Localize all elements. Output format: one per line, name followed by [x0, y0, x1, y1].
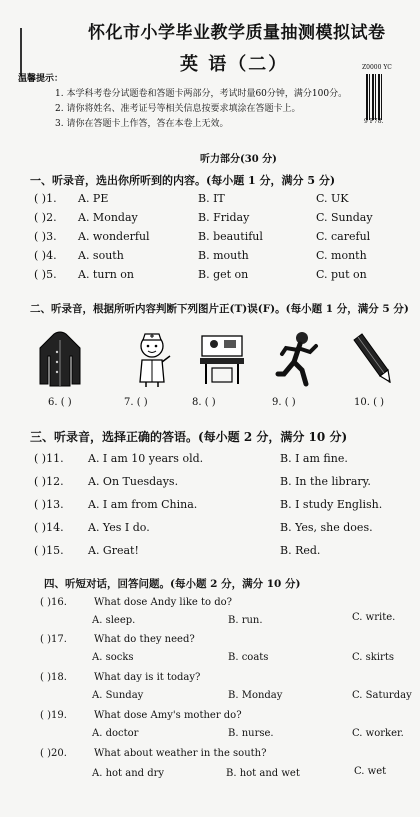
q5-option-c: C. put on [316, 268, 367, 281]
section2-title: 二、听录音，根据所听内容判断下列图片正(T)误(F)。(每小题 1 分，满分 5 分) [30, 303, 409, 315]
q12-number: ( )12. [34, 475, 64, 488]
q15-option-b: B. Red. [280, 544, 321, 557]
q17-question: What do they need? [94, 634, 195, 645]
q20-option-a: A. hot and dry [92, 768, 165, 779]
q18-option-c: C. Saturday [352, 690, 412, 701]
q5-option-a: A. turn on [78, 268, 134, 281]
q20-option-c: C. wet [354, 766, 387, 777]
q1-option-c: C. UK [316, 192, 349, 205]
pic6-label: 6. ( ) [48, 397, 72, 408]
section3-title: 三、听录音，选择正确的答语。(每小题 2 分，满分 10 分) [30, 430, 348, 444]
tips-label: 温馨提示： [18, 74, 64, 84]
q16-number: ( )16. [40, 597, 67, 608]
q16-question: What dose Andy like to do? [94, 597, 232, 608]
q19-option-c: C. worker. [352, 728, 404, 739]
q5-number: ( )5. [34, 268, 57, 281]
q4-option-c: C. month [316, 249, 367, 262]
q18-number: ( )18. [40, 672, 67, 683]
q5-option-b: B. get on [198, 268, 249, 281]
q2-number: ( )2. [34, 211, 57, 224]
q13-option-a: A. I am from China. [88, 498, 198, 511]
q15-number: ( )15. [34, 544, 64, 557]
q2-option-a: A. Monday [78, 211, 138, 224]
q17-option-c: C. skirts [352, 652, 394, 663]
q17-number: ( )17. [40, 634, 67, 645]
doctor-icon [128, 330, 176, 388]
tip-item: 1. 本学科考卷分试题卷和答题卡两部分，考试时量60分钟，满分100分。 [55, 89, 348, 99]
q16-option-a: A. sleep. [92, 615, 136, 626]
q18-question: What day is it today? [94, 672, 201, 683]
q19-option-b: B. nurse. [228, 728, 274, 739]
coat-icon [36, 330, 84, 388]
desk-icon [198, 330, 246, 388]
exam-title: 怀化市小学毕业教学质量抽测模拟试卷 [88, 23, 386, 43]
q16-option-b: B. run. [228, 615, 263, 626]
tip-item: 3. 请你在答题卡上作答，答在本卷上无效。 [55, 119, 229, 129]
q3-option-b: B. beautiful [198, 230, 263, 243]
q14-option-a: A. Yes I do. [88, 521, 150, 534]
q4-number: ( )4. [34, 249, 57, 262]
runner-icon [272, 330, 320, 388]
q3-option-a: A. wonderful [78, 230, 150, 243]
q17-option-a: A. socks [92, 652, 134, 663]
q13-number: ( )13. [34, 498, 64, 511]
q19-option-a: A. doctor [92, 728, 139, 739]
q19-number: ( )19. [40, 710, 67, 721]
section1-title: 一、听录音，选出你所听到的内容。(每小题 1 分，满分 5 分) [30, 174, 336, 187]
pencil-icon [348, 330, 396, 388]
q12-option-a: A. On Tuesdays. [88, 475, 179, 488]
q20-option-b: B. hot and wet [226, 768, 300, 779]
q11-option-b: B. I am fine. [280, 452, 348, 465]
barcode-bottom-text: 9 F78. [364, 118, 384, 125]
q13-option-b: B. I study English. [280, 498, 383, 511]
q17-option-b: B. coats [228, 652, 269, 663]
exam-subtitle: 英 语（二） [180, 54, 289, 75]
q3-option-c: C. careful [316, 230, 371, 243]
q20-number: ( )20. [40, 748, 67, 759]
pic7-label: 7. ( ) [124, 397, 148, 408]
q18-option-a: A. Sunday [92, 690, 144, 701]
q2-option-c: C. Sunday [316, 211, 373, 224]
q3-number: ( )3. [34, 230, 57, 243]
q12-option-b: B. In the library. [280, 475, 371, 488]
q11-number: ( )11. [34, 452, 64, 465]
barcode [366, 74, 384, 120]
q1-number: ( )1. [34, 192, 57, 205]
tip-item: 2. 请你将姓名、准考证号等相关信息按要求填涂在答题卡上。 [55, 104, 301, 114]
q14-option-b: B. Yes, she does. [280, 521, 373, 534]
listening-part-title: 听力部分(30 分) [200, 154, 277, 165]
q4-option-b: B. mouth [198, 249, 249, 262]
q1-option-a: A. PE [78, 192, 109, 205]
q16-option-c: C. write. [352, 612, 396, 623]
q15-option-a: A. Great! [88, 544, 139, 557]
q1-option-b: B. IT [198, 192, 225, 205]
q14-number: ( )14. [34, 521, 64, 534]
q19-question: What dose Amy's mother do? [94, 710, 242, 721]
q4-option-a: A. south [78, 249, 124, 262]
binding-line [20, 28, 22, 76]
pic8-label: 8. ( ) [192, 397, 216, 408]
section4-title: 四、听短对话，回答问题。(每小题 2 分，满分 10 分) [44, 578, 301, 590]
q18-option-b: B. Monday [228, 690, 283, 701]
barcode-top-text: Z0000 YC [362, 64, 392, 71]
pic10-label: 10. ( ) [354, 397, 385, 408]
q11-option-a: A. I am 10 years old. [88, 452, 204, 465]
pic9-label: 9. ( ) [272, 397, 296, 408]
q20-question: What about weather in the south? [94, 748, 267, 759]
q2-option-b: B. Friday [198, 211, 250, 224]
